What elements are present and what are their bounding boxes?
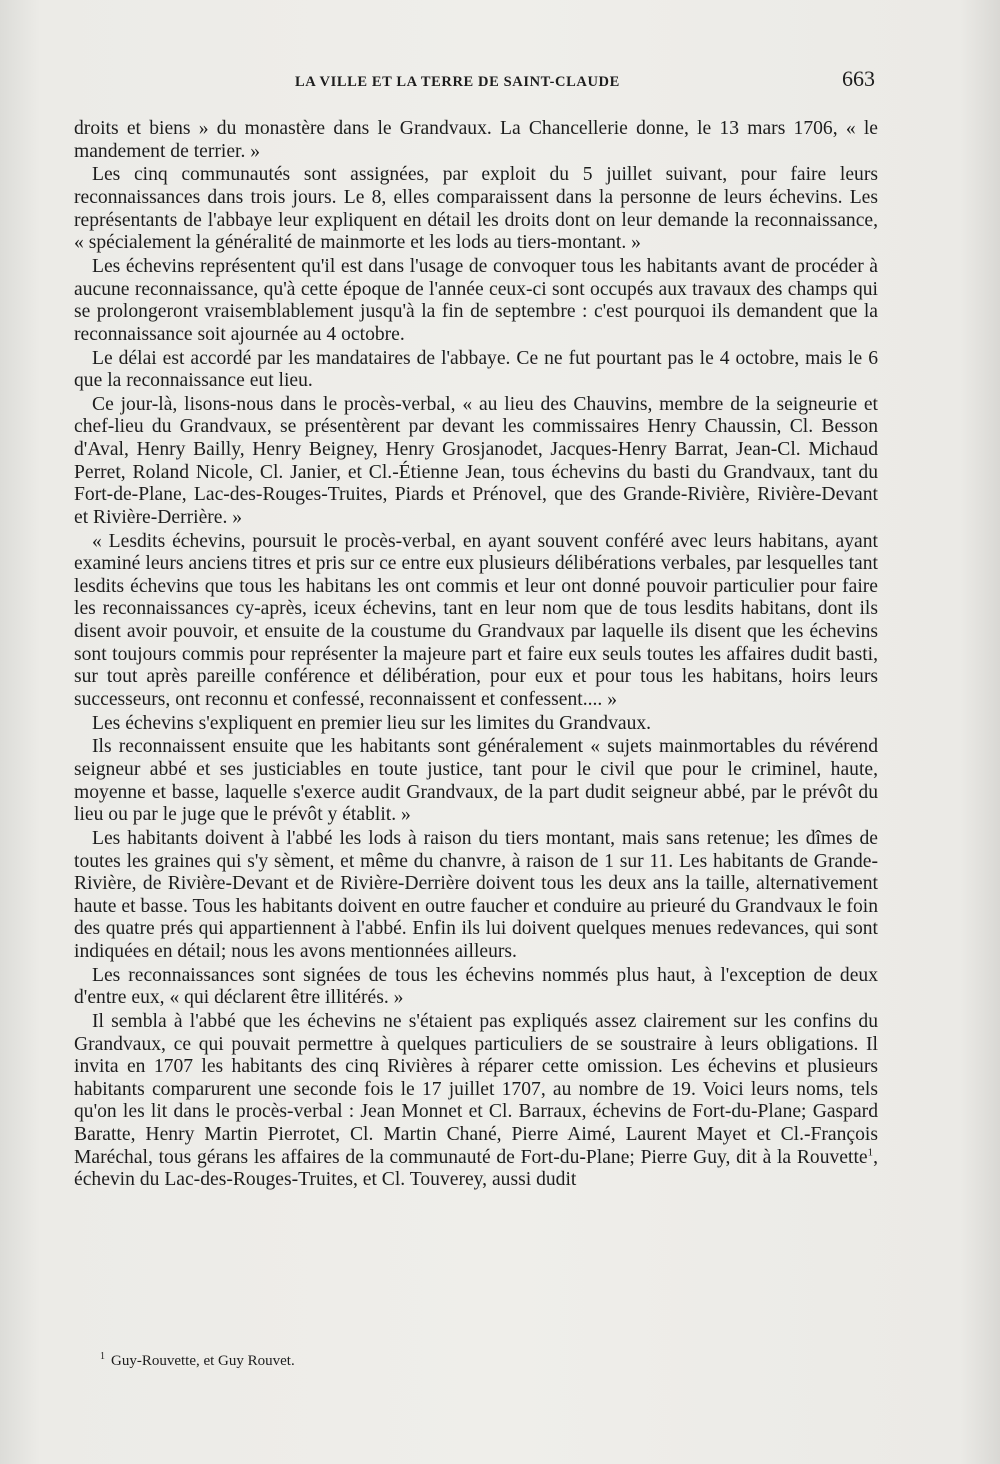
paragraph: Ce jour-là, lisons-nous dans le procès-verbal, « au lieu des Chauvins, membre de la seigneurie et chef-lieu du Grandvaux, se présentèrent par devant les commissaires Henry Chaussin, Cl. Besson d'Aval, Henry Bailly, Henry Beigney, Henry Grosjanodet, Jacques-Henry Barrat, Jean-Cl. Michaud Perret, Roland Nicole, Cl. Janier, et Cl.-Étienne Jean, tous échevins du basti du Grandvaux, tant du Fort-de-Plane, Lac-des-Rouges-Truites, Piards et Prénovel, que des Grande-Rivière, Rivière-Devant et Rivière-Derrière. » — [74, 393, 878, 528]
paragraph: Le délai est accordé par les mandataires de l'abbaye. Ce ne fut pourtant pas le 4 octobre, mais le 6 que la reconnaissance eut lieu. — [74, 347, 878, 392]
paragraph: Les échevins s'expliquent en premier lieu sur les limites du Grandvaux. — [92, 712, 652, 734]
paragraph-with-note — [74, 1011, 878, 1192]
footnote-mark: 1 — [100, 1351, 105, 1362]
footnote-text: Guy-Rouvette, et Guy Rouvet. — [111, 1353, 295, 1369]
paragraph: Les cinq communautés sont assignées, par exploit du 5 juillet suivant, pour faire leurs reconnaissances dans trois jours. Le 8, elles comparaissent dans la personne de leurs échevins. Les représentants de l'abbaye leur expliquent en détail les droits dont on leur demande la reconnaissance, « spécialement la généralité de mainmorte et les lods au tiers-montant. » — [74, 164, 878, 254]
paragraph-text: Il sembla à l'abbé que les échevins ne s'étaient pas expliqués assez clairement sur les confins du Grandvaux, ce qui pouvait permettre à quelques particuliers de se soustraire à leurs obligations. Il invita en 1707 les habitants des cinq Rivières à réparer cette omission. Les échevins et plusieurs habitants comparurent une seconde fois le 17 juillet 1707, au nombre de 19. Voici leurs noms, tels qu'on les lit dans le procès-verbal : Jean Monnet et Cl. Barraux, échevins de Fort-du-Plane; Gaspard Baratte, Henry Martin Pierrotet, Cl. Martin Chané, Pierre Aimé, Laurent Mayet et Cl.-François Maréchal, tous gérans les affaires de la communauté de Fort-du-Plane; Pierre Guy, dit à la Rouvette — [74, 1011, 878, 1168]
running-title: LA VILLE ET LA TERRE DE SAINT-CLAUDE — [295, 74, 620, 90]
paragraph: Les échevins représentent qu'il est dans l'usage de convoquer tous les habitants avant de procéder à aucune reconnaissance, qu'à cette époque de l'année ceux-ci sont occupés aux travaux des champs qui se prolongeront vraisemblablement jusqu'à la fin de septembre : c'est pourquoi ils demandent que la reconnaissance soit ajournée au 4 octobre. — [74, 255, 878, 345]
footnote-reference: 1 — [867, 1146, 874, 1159]
body-text — [74, 118, 878, 1192]
footnote — [100, 1351, 295, 1370]
paragraph: droits et biens » du monastère dans le Grandvaux. La Chancellerie donne, le 13 mars 1706, « le mandement de terrier. » — [74, 118, 878, 162]
page-number: 663 — [842, 66, 875, 91]
paragraph-text: , échevin du Lac-des-Rouges-Truites, et Cl. Touverey, aussi dudit — [74, 1146, 878, 1191]
paragraph: Les reconnaissances sont signées de tous les échevins nommés plus haut, à l'exception de deux d'entre eux, « qui déclarent être illitérés. » — [74, 964, 878, 1009]
paragraph: « Lesdits échevins, poursuit le procès-verbal, en ayant souvent conféré avec leurs habitans, ayant examiné leurs anciens titres et pris sur ce entre eux plusieurs délibérations verbales, par lesquelles tant lesdits échevins que tous les habitans les ont commis et leur ont donné pouvoir particulier pour faire les reconnaissances cy-après, iceux échevins, tant en leur nom que de tous lesdits habitans, dont ils disent avoir pouvoir, et ensuite de la coustume du Grandvaux par laquelle ils disent que les échevins sont toujours commis pour représenter la majeure part et faire eux seuls toutes les affaires dudit basti, sur tout après pareille conférence et délibération, pour eux et pour tous les habitans, hoirs leurs successeurs, ont reconnu et confessé, reconnaissent et confessent.... » — [74, 530, 878, 710]
paragraph: Les habitants doivent à l'abbé les lods à raison du tiers montant, mais sans retenue; les dîmes de toutes les graines qui s'y sèment, et même du chanvre, à raison de 1 sur 11. Les habitants de Grande-Rivière, de Rivière-Devant et de Rivière-Derrière doivent tous les deux ans la taille, alternativement haute et basse. Tous les habitants doivent en outre faucher et conduire au prieuré du Grandvaux le foin des quatre prés qui appartiennent à l'abbé. Enfin ils lui doivent quelques menues redevances, qui sont indiquées en détail; nous les avons mentionnées ailleurs. — [74, 827, 878, 962]
paragraph: Ils reconnaissent ensuite que les habitants sont généralement « sujets mainmortables du révérend seigneur abbé et ses justiciables en toute justice, tant pour le civil que pour le criminel, haute, moyenne et basse, laquelle s'exerce audit Grandvaux, de la part dudit seigneur abbé, par le prévôt du lieu ou par le juge que le prévôt y établit. » — [74, 736, 878, 826]
